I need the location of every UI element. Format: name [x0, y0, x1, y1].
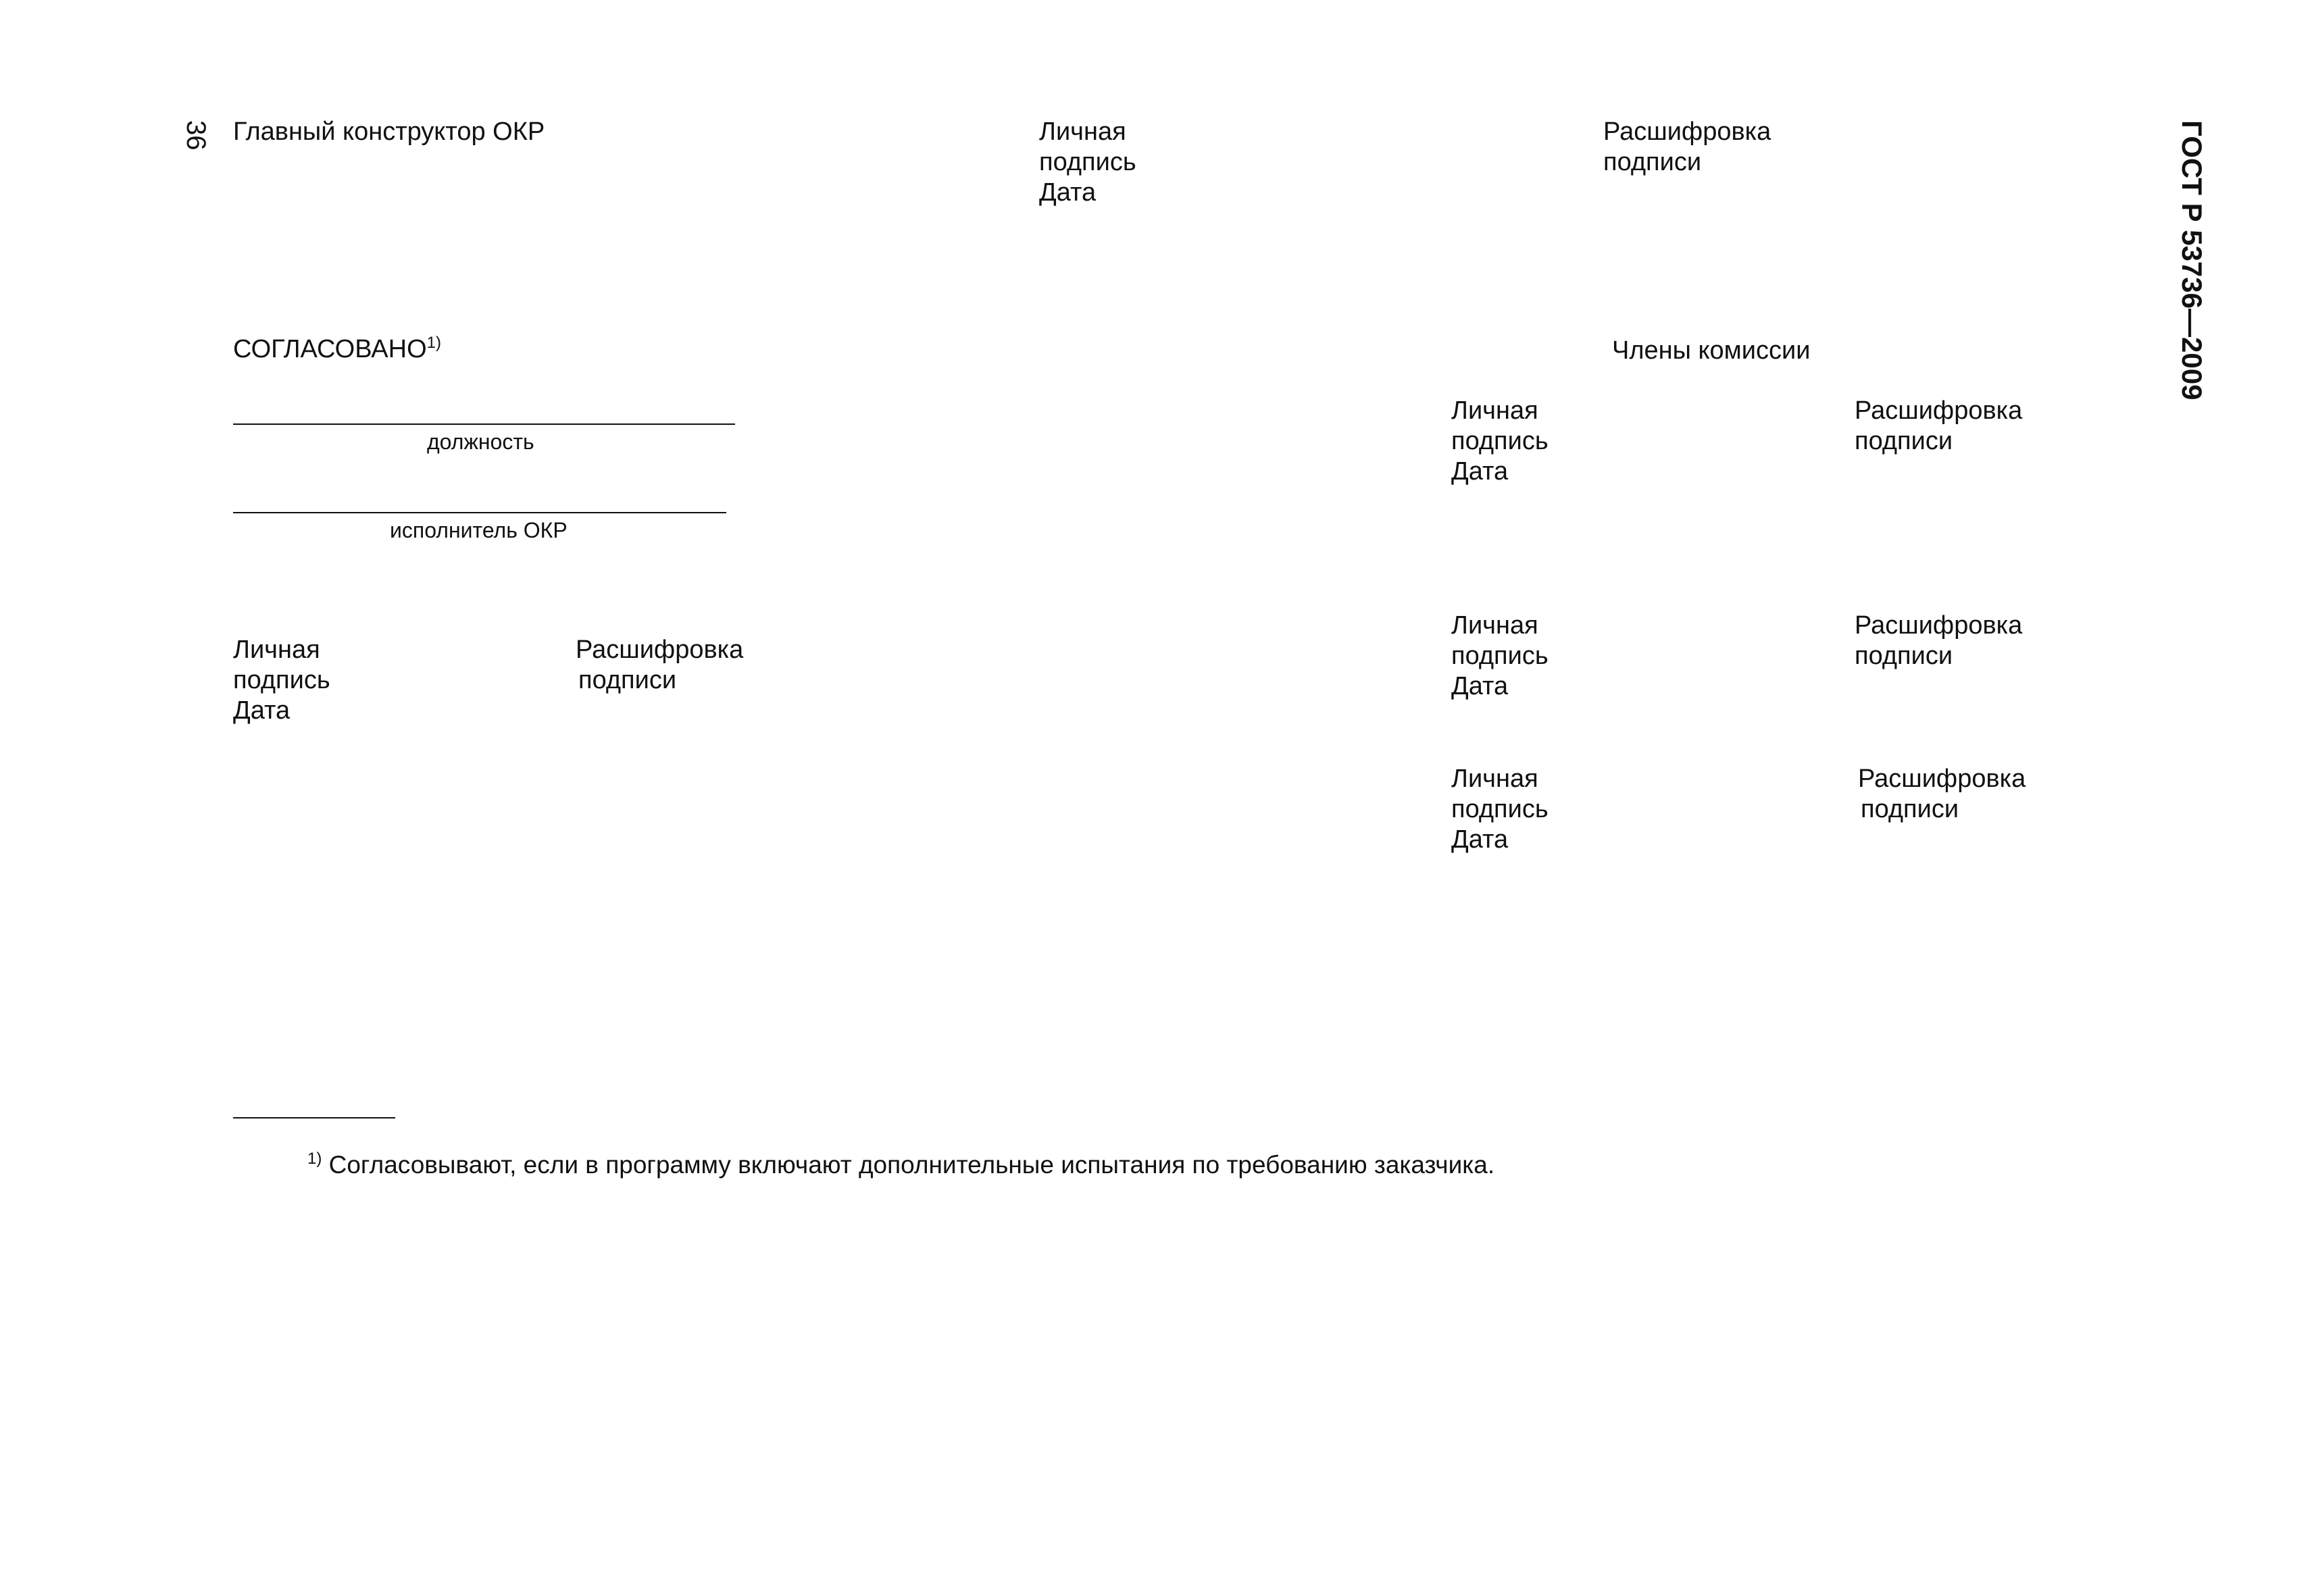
date-label: Дата [233, 696, 291, 725]
member-signature-block [1451, 764, 1549, 855]
signature-label: Личная [1451, 611, 1538, 640]
signature-label: подпись [1451, 795, 1549, 823]
transcript-label: подписи [1603, 148, 1702, 176]
executor-caption: исполнитель ОКР [390, 518, 568, 542]
date-label: Дата [1451, 457, 1509, 486]
transcript-label: Расшифровка [1855, 396, 2023, 425]
top-transcript-block [1603, 117, 1771, 178]
signature-label: подпись [1451, 642, 1549, 670]
member-transcript-block [1855, 396, 2022, 457]
signature-label: подпись [233, 666, 330, 694]
transcript-label: подписи [1855, 642, 1953, 670]
transcript-label: подписи [1855, 427, 1953, 455]
signature-label: Личная [1451, 765, 1538, 793]
transcript-label: подписи [578, 666, 677, 694]
agreed-transcript-block [576, 635, 743, 696]
member-signature-block [1451, 396, 1549, 487]
signature-label: Личная [1039, 118, 1126, 146]
agreed-heading-text: СОГЛАСОВАНО [233, 335, 427, 363]
member-signature-block [1451, 611, 1549, 702]
date-label: Дата [1039, 178, 1097, 207]
document-designation: ГОСТ Р 53736—2009 [2176, 120, 2208, 401]
member-transcript-block [1858, 764, 2026, 825]
footnote-mark: 1) [307, 1150, 322, 1168]
top-signature-block [1039, 117, 1136, 208]
footnote-separator [233, 1117, 395, 1118]
transcript-label: Расшифровка [1603, 118, 1771, 146]
page-number: 36 [181, 120, 211, 151]
footnote-text: Согласовывают, если в программу включают дополнительные испытания по требованию заказчика. [328, 1151, 1495, 1179]
signature-label: подпись [1039, 148, 1136, 176]
footnote-ref: 1) [426, 334, 441, 352]
signature-label: Личная [1451, 396, 1538, 425]
footnote [307, 1150, 1494, 1180]
position-line [233, 423, 735, 425]
member-transcript-block [1855, 611, 2022, 671]
commission-heading: Члены комиссии [1612, 336, 1811, 365]
transcript-label: Расшифровка [576, 636, 744, 664]
signature-label: подпись [1451, 427, 1549, 455]
agreed-heading [233, 334, 441, 365]
transcript-label: Расшифровка [1858, 765, 2026, 793]
transcript-label: Расшифровка [1855, 611, 2023, 640]
chief-designer-label: Главный конструктор ОКР [233, 118, 545, 146]
signature-label: Личная [233, 636, 320, 664]
position-caption: должность [427, 430, 534, 454]
transcript-label: подписи [1861, 795, 1959, 823]
agreed-signature-block [233, 635, 330, 726]
date-label: Дата [1451, 672, 1509, 700]
date-label: Дата [1451, 825, 1509, 854]
executor-line [233, 512, 726, 513]
